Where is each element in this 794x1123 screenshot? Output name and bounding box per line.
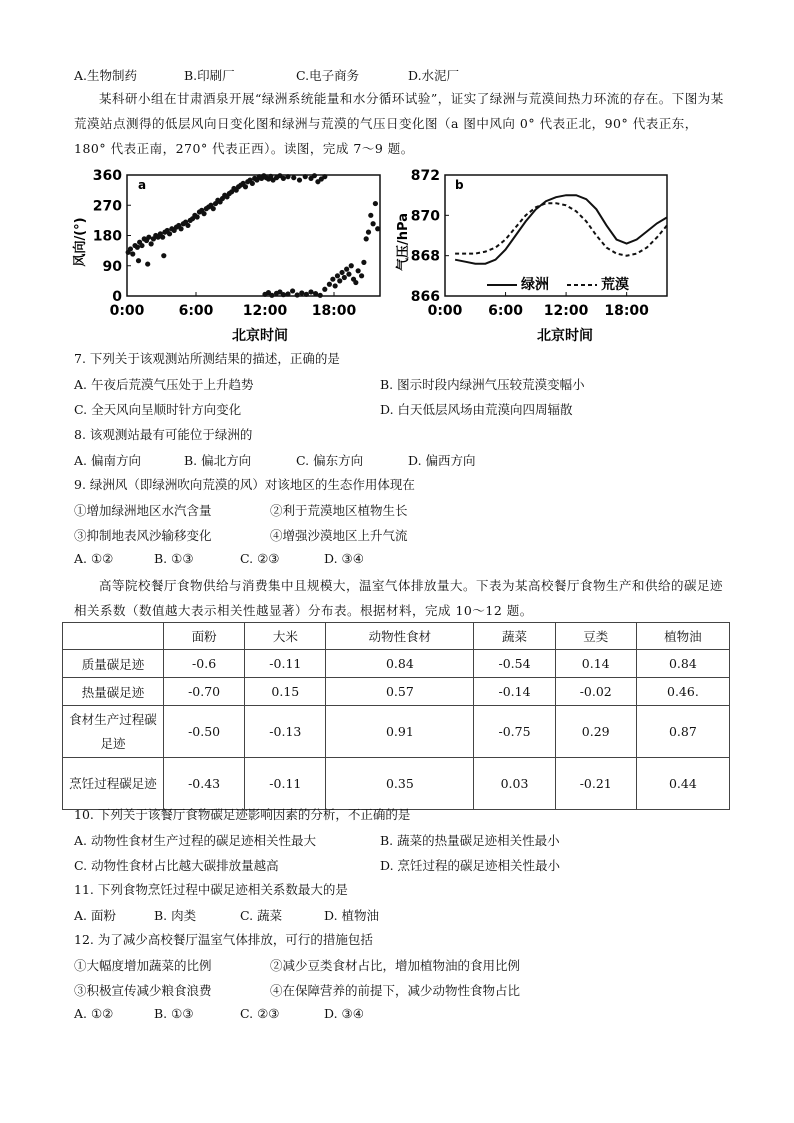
q9-item-2: ②利于荒漠地区植物生长	[270, 503, 408, 518]
table-cell: -0.75	[474, 706, 555, 758]
x-axis-label-a: 北京时间	[232, 328, 288, 344]
scatter-point	[195, 214, 200, 219]
y-axis-label-a: 风向/(°)	[73, 217, 88, 267]
q8-stem: 8. 该观测站最有可能位于绿洲的	[74, 427, 253, 442]
intro-paragraph-2: 高等院校餐厅食物供给与消费集中且规模大，温室气体排放量大。下表为某高校餐厅食物生产和供给的碳足迹相关系数（数值越大表示相关性越显著）分布表。根据材料，完成 10～12 题。	[74, 578, 724, 618]
table-cell: -0.11	[245, 758, 326, 810]
scatter-point	[322, 287, 327, 292]
scatter-point	[291, 175, 296, 180]
scatter-point	[201, 211, 206, 216]
carbon-footprint-table	[62, 622, 730, 810]
scatter-point	[304, 292, 309, 297]
x-tick-label: 18:00	[604, 303, 649, 319]
table-row	[63, 678, 730, 706]
intro-paragraph-1: 某科研小组在甘肃酒泉开展“绿洲系统能量和水分循环试验”，证实了绿洲与荒漠间热力环流的存在。下图为某荒漠站点测得的低层风向日变化图和绿洲与荒漠的气压日变化图（a 图中风向 0° 代表正北，90° 代表正东，180° 代表正南，270° 代表正西）。读图，完成 7～9 题。	[74, 91, 724, 156]
row-label: 食材生产过程碳足迹	[63, 706, 164, 758]
table-cell: -0.50	[164, 706, 245, 758]
table-cell: -0.70	[164, 678, 245, 706]
table-cell: 0.91	[326, 706, 474, 758]
table-cell: -0.02	[555, 678, 636, 706]
scatter-point	[161, 253, 166, 258]
y-tick-label: 866	[410, 289, 440, 305]
q9-item-4: ④增强沙漠地区上升气流	[270, 528, 408, 543]
x-axis-label-b: 北京时间	[537, 328, 593, 344]
scatter-point	[330, 277, 335, 282]
scatter-point	[353, 280, 358, 285]
q12-option-a[interactable]: A. ①②	[74, 1006, 114, 1021]
q12-item-4: ④在保障营养的前提下，减少动物性食物占比	[270, 983, 521, 998]
y-tick-label: 868	[410, 248, 440, 265]
scatter-point	[178, 226, 183, 231]
table-cell: 0.14	[555, 650, 636, 678]
table-row	[63, 758, 730, 810]
table-cell: 0.15	[245, 678, 326, 706]
row-label: 热量碳足迹	[63, 678, 164, 706]
q10-option-d[interactable]: D. 烹饪过程的碳足迹相关性最小	[380, 858, 561, 873]
scatter-point	[356, 268, 361, 273]
y-axis-label-b: 气压/hPa	[396, 213, 411, 271]
scatter-point	[285, 174, 290, 179]
table-cell: -0.11	[245, 650, 326, 678]
table-cell: 0.03	[474, 758, 555, 810]
wind-direction-chart	[70, 165, 390, 345]
q11-option-c[interactable]: C. 蔬菜	[240, 908, 283, 923]
q12-item-3: ③积极宣传减少粮食浪费	[74, 983, 212, 998]
y-tick-label: 872	[410, 168, 440, 184]
table-cell: 0.35	[326, 758, 474, 810]
x-tick-label: 12:00	[242, 303, 288, 319]
scatter-point	[139, 243, 144, 248]
q7-option-b[interactable]: B. 图示时段内绿洲气压较荒漠变幅小	[380, 377, 585, 392]
q11-option-a[interactable]: A. 面粉	[74, 908, 116, 923]
scatter-point	[281, 176, 286, 181]
y-tick-label: 270	[92, 198, 122, 215]
table-cell: -0.14	[474, 678, 555, 706]
scatter-point	[346, 272, 351, 277]
plot-frame-b	[445, 175, 667, 296]
scatter-point	[130, 251, 135, 256]
q12-item-1: ①大幅度增加蔬菜的比例	[74, 958, 212, 973]
scatter-point	[373, 201, 378, 206]
scatter-point	[339, 270, 344, 275]
table-header-cell: 面粉	[164, 623, 245, 650]
x-tick-label: 6:00	[178, 303, 214, 319]
q9-item-3: ③抑制地表风沙输移变化	[74, 528, 212, 543]
q7-option-a[interactable]: A. 午夜后荒漠气压处于上升趋势	[74, 377, 254, 392]
scatter-point	[297, 177, 302, 182]
scatter-point	[344, 267, 349, 272]
x-tick-label: 12:00	[543, 303, 589, 319]
scatter-point	[295, 292, 300, 297]
table-row	[63, 650, 730, 678]
q7-option-d[interactable]: D. 白天低层风场由荒漠向四周辐散	[380, 402, 573, 417]
legend-label-oasis: 绿洲	[521, 277, 549, 293]
q12-item-2: ②减少豆类食材占比，增加植物油的食用比例	[270, 958, 521, 973]
row-label: 烹饪过程碳足迹	[63, 758, 164, 810]
scatter-point	[160, 235, 165, 240]
scatter-point	[318, 293, 323, 298]
scatter-point	[128, 246, 133, 251]
q8-option-a[interactable]: A. 偏南方向	[74, 453, 141, 468]
scatter-point	[364, 236, 369, 241]
q9-option-b[interactable]: B. ①③	[154, 551, 194, 566]
scatter-point	[349, 263, 354, 268]
q9-option-d[interactable]: D. ③④	[324, 551, 364, 566]
table-cell: 0.44	[636, 758, 729, 810]
y-tick-label: 90	[102, 258, 122, 275]
table-header-cell: 植物油	[636, 623, 729, 650]
scatter-point	[322, 174, 327, 179]
scatter-point	[281, 292, 286, 297]
q7-stem: 7. 下列关于该观测站所测结果的描述，正确的是	[74, 351, 340, 366]
q10-option-b[interactable]: B. 蔬菜的热量碳足迹相关性最小	[380, 833, 560, 848]
scatter-point	[146, 235, 151, 240]
scatter-point	[136, 258, 141, 263]
q11-option-d[interactable]: D. 植物油	[324, 908, 380, 923]
table-header-cell: 大米	[245, 623, 326, 650]
table-cell: -0.54	[474, 650, 555, 678]
scatter-point	[368, 213, 373, 218]
q9-option-a[interactable]: A. ①②	[74, 551, 114, 566]
scatter-point	[167, 231, 172, 236]
q11-stem: 11. 下列食物烹饪过程中碳足迹相关系数最大的是	[74, 882, 348, 897]
x-tick-label: 0:00	[109, 303, 145, 319]
scatter-point	[359, 273, 364, 278]
scatter-point	[333, 283, 338, 288]
q10-stem: 10. 下列关于该餐厅食物碳足迹影响因素的分析，不正确的是	[74, 807, 411, 822]
q9-item-1: ①增加绿洲地区水汽含量	[74, 503, 212, 518]
table-cell: -0.6	[164, 650, 245, 678]
table-header-cell: 动物性食材	[326, 623, 474, 650]
q12-option-b[interactable]: B. ①③	[154, 1006, 194, 1021]
table-cell: 0.57	[326, 678, 474, 706]
x-tick-label: 0:00	[427, 303, 463, 319]
table-header-cell: 豆类	[555, 623, 636, 650]
q12-option-d[interactable]: D. ③④	[324, 1006, 364, 1021]
scatter-point	[312, 173, 317, 178]
scatter-point	[250, 181, 255, 186]
table-cell: 0.84	[326, 650, 474, 678]
scatter-point	[290, 288, 295, 293]
q7-option-c[interactable]: C. 全天风向呈顺时针方向变化	[74, 402, 242, 417]
scatter-point	[313, 291, 318, 296]
q9-stem: 9. 绿洲风（即绿洲吹向荒漠的风）对该地区的生态作用体现在	[74, 477, 415, 492]
y-tick-label: 0	[112, 289, 122, 305]
scatter-point	[371, 221, 376, 226]
scatter-point	[243, 184, 248, 189]
q9-option-c[interactable]: C. ②③	[240, 551, 280, 566]
y-tick-label: 180	[92, 228, 122, 245]
table-cell: 0.46.	[636, 678, 729, 706]
table-cell: 0.84	[636, 650, 729, 678]
scatter-point	[135, 245, 140, 250]
q8-option-b[interactable]: B. 偏北方向	[184, 453, 252, 468]
legend-label-desert: 荒漠	[601, 277, 629, 293]
scatter-point	[308, 289, 313, 294]
scatter-point	[375, 226, 380, 231]
scatter-point	[303, 174, 308, 179]
table-cell: -0.21	[555, 758, 636, 810]
q12-stem: 12. 为了减少高校餐厅温室气体排放，可行的措施包括	[74, 932, 373, 947]
x-tick-label: 6:00	[488, 303, 523, 319]
panel-label-a: a	[138, 178, 147, 192]
q6-option-a[interactable]: A.生物制药	[74, 68, 138, 83]
pressure-chart	[395, 165, 685, 345]
q8-option-c[interactable]: C. 偏东方向	[296, 453, 364, 468]
row-label: 质量碳足迹	[63, 650, 164, 678]
series-line-desert	[455, 203, 667, 256]
scatter-point	[149, 241, 154, 246]
y-tick-label: 360	[92, 168, 122, 184]
x-tick-label: 18:00	[311, 303, 357, 319]
scatter-point	[269, 293, 274, 298]
scatter-point	[185, 223, 190, 228]
q11-option-b[interactable]: B. 肉类	[154, 908, 197, 923]
q10-option-c[interactable]: C. 动物性食材占比越大碳排放量越高	[74, 858, 279, 873]
table-header-cell	[63, 623, 164, 650]
q8-option-d[interactable]: D. 偏西方向	[408, 453, 476, 468]
q6-option-b[interactable]: B.印刷厂	[184, 68, 235, 83]
scatter-point	[327, 282, 332, 287]
table-row	[63, 706, 730, 758]
q10-option-a[interactable]: A. 动物性食材生产过程的碳足迹相关性最大	[74, 833, 316, 848]
table-cell: 0.87	[636, 706, 729, 758]
scatter-point	[145, 261, 150, 266]
q6-option-d[interactable]: D.水泥厂	[408, 68, 460, 83]
y-tick-label: 870	[410, 208, 440, 225]
q12-option-c[interactable]: C. ②③	[240, 1006, 280, 1021]
scatter-point	[335, 273, 340, 278]
table-cell: -0.13	[245, 706, 326, 758]
scatter-point	[285, 291, 290, 296]
scatter-point	[211, 206, 216, 211]
table-cell: 0.29	[555, 706, 636, 758]
scatter-point	[361, 260, 366, 265]
scatter-point	[299, 290, 304, 295]
scatter-point	[337, 278, 342, 283]
panel-label-b: b	[455, 178, 464, 192]
q6-option-c[interactable]: C.电子商务	[296, 68, 360, 83]
table-cell: -0.43	[164, 758, 245, 810]
scatter-point	[342, 275, 347, 280]
table-header-cell: 蔬菜	[474, 623, 555, 650]
scatter-point	[366, 230, 371, 235]
